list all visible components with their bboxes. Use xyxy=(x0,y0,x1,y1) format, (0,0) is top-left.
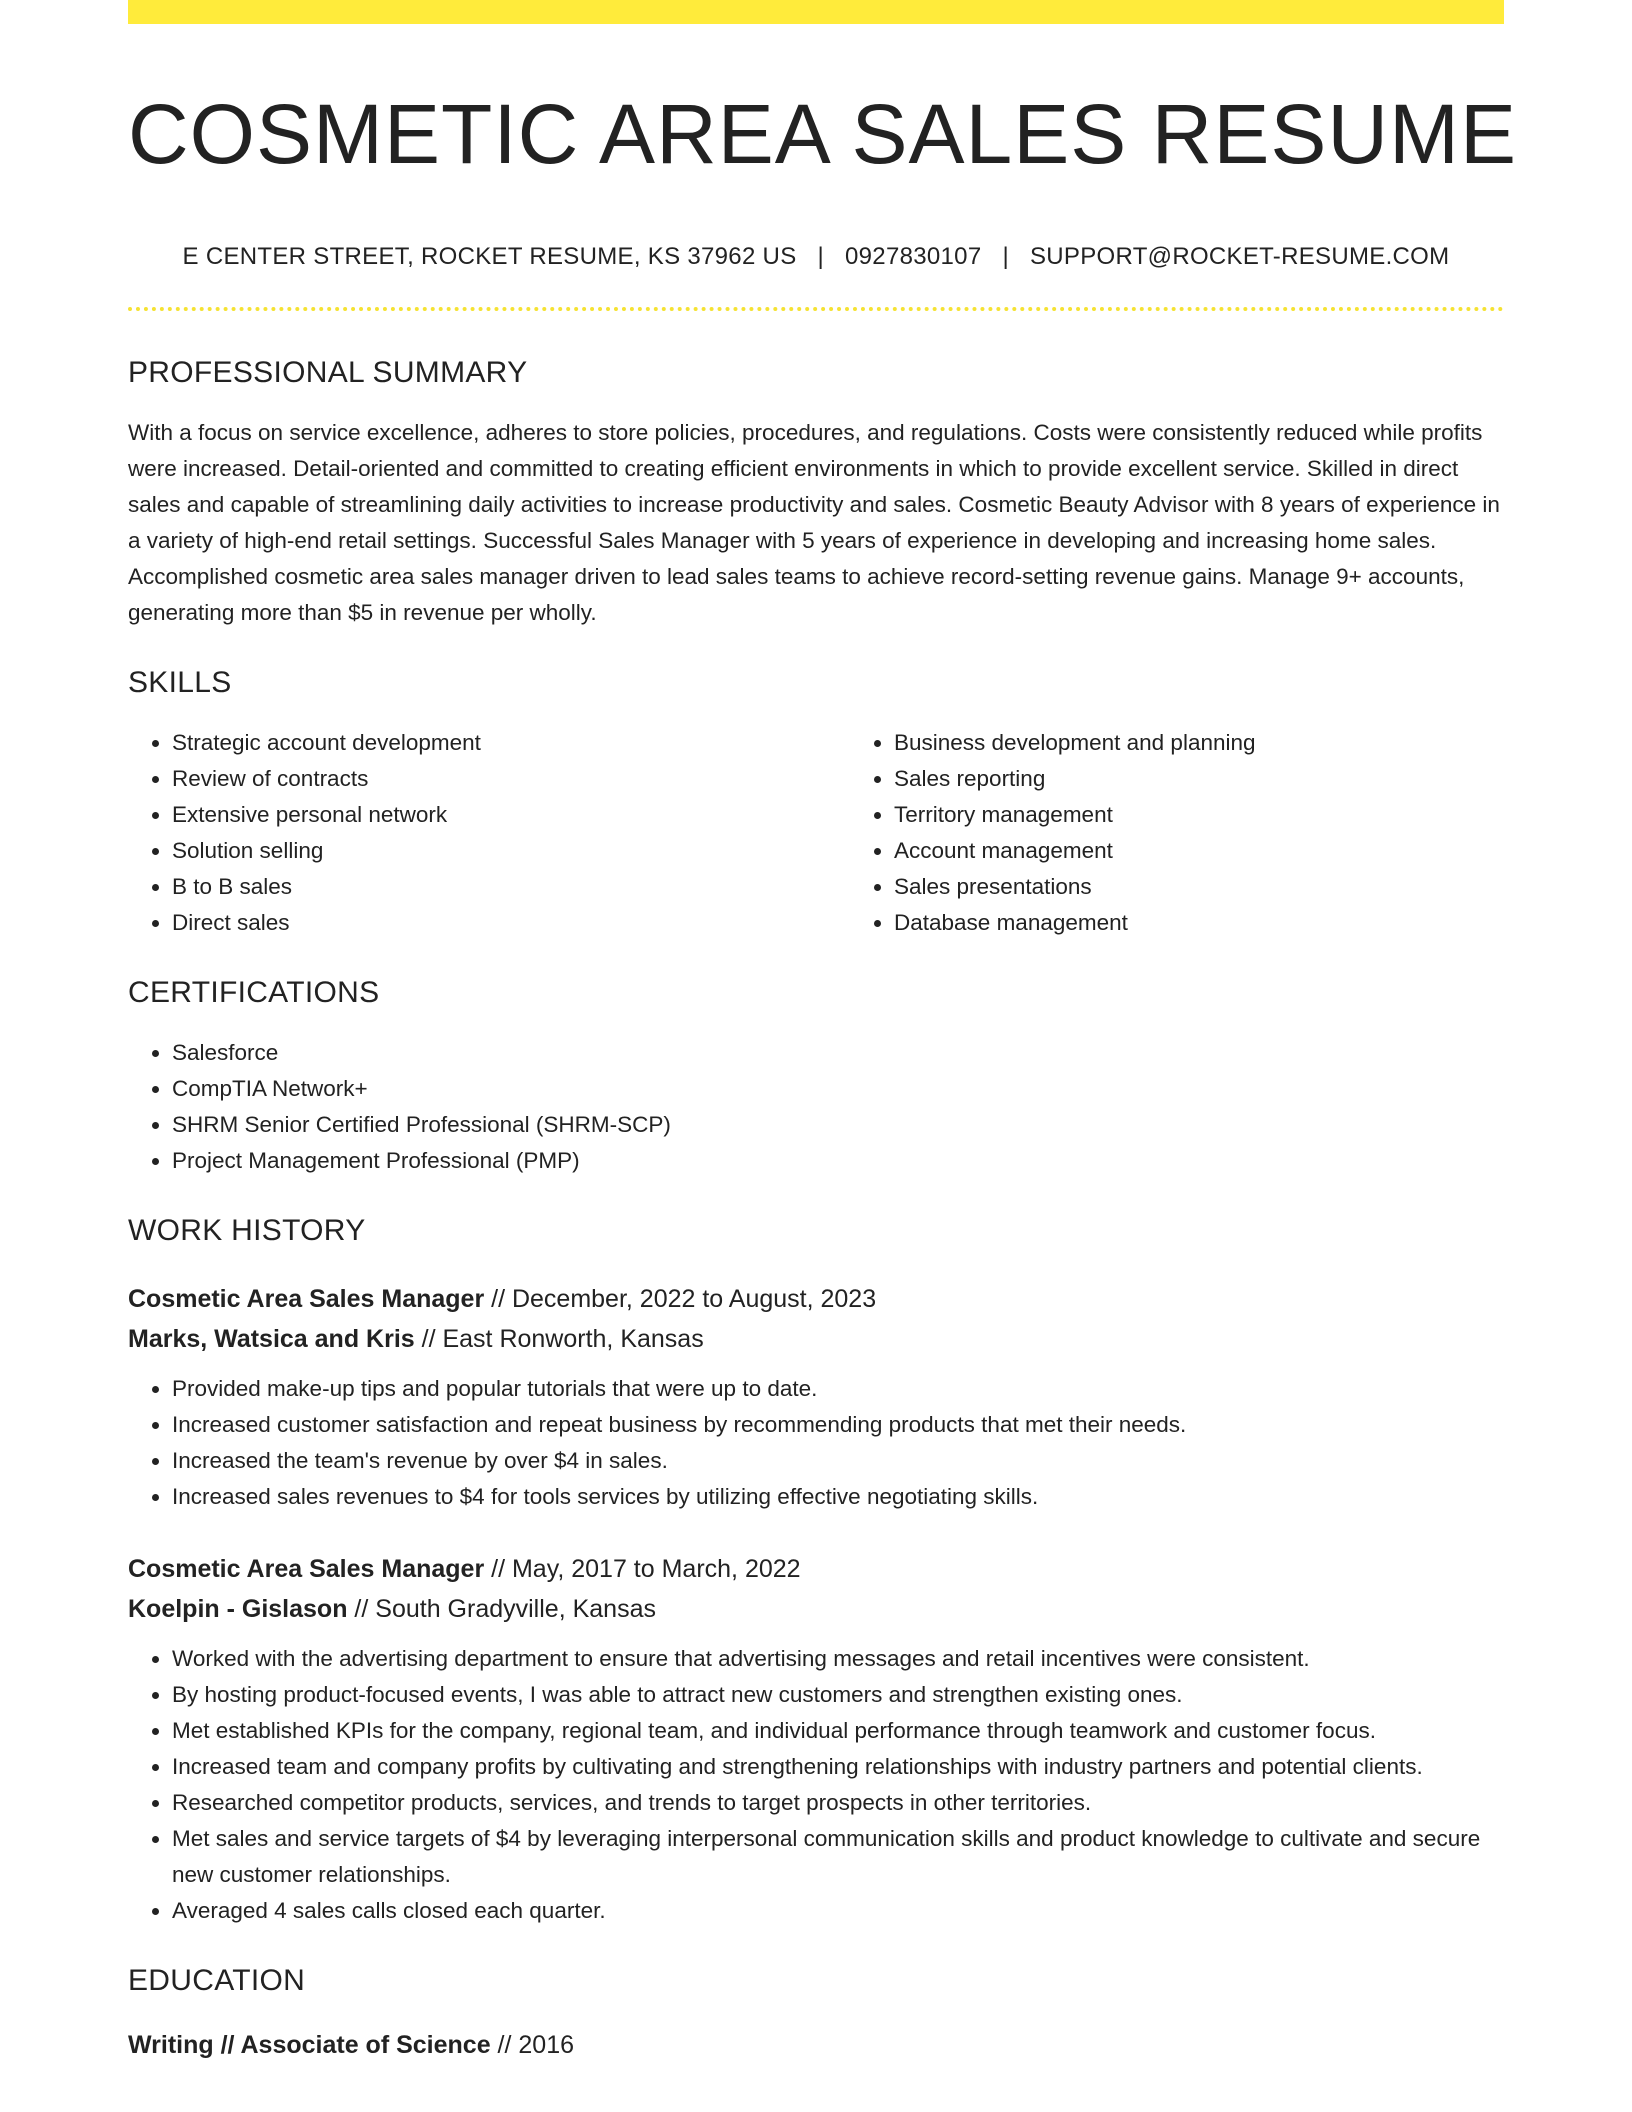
dotted-divider xyxy=(128,307,1504,311)
skill-item: • Solution selling xyxy=(172,833,850,869)
skill-item: • Sales presentations xyxy=(894,869,1572,905)
skill-item: • Review of contracts xyxy=(172,761,850,797)
skill-item: • B to B sales xyxy=(172,869,850,905)
job-title-line xyxy=(128,1279,1504,1319)
job-bullets xyxy=(128,1371,1504,1515)
skill-item: • Strategic account development xyxy=(172,725,850,761)
contact-separator: | xyxy=(817,242,825,270)
professional-summary-section xyxy=(128,355,1504,631)
skill-item: • Territory management xyxy=(894,797,1572,833)
section-heading-work-history: WORK HISTORY xyxy=(128,1213,366,1247)
job-bullet: • Researched competitor products, services, and trends to target prospects in other territories. xyxy=(172,1785,1504,1821)
job-bullet: • Increased customer satisfaction and repeat business by recommending products that met their needs. xyxy=(172,1407,1504,1443)
job-company-line xyxy=(128,1589,1504,1629)
resume-page xyxy=(128,0,1518,2065)
skill-item: • Extensive personal network xyxy=(172,797,850,833)
contact-address: E CENTER STREET, ROCKET RESUME, KS 37962 US xyxy=(182,242,797,270)
job-location: // East Ronworth, Kansas xyxy=(414,1324,704,1353)
education-year: // 2016 xyxy=(490,2030,575,2059)
job-title: Cosmetic Area Sales Manager xyxy=(128,1554,485,1583)
job-bullet: • Met established KPIs for the company, regional team, and individual performance through teamwork and customer focus. xyxy=(172,1713,1504,1749)
section-heading-certifications: CERTIFICATIONS xyxy=(128,975,380,1009)
job-title-line xyxy=(128,1549,1504,1589)
job-bullet: • Worked with the advertising department to ensure that advertising messages and retail incentives were consistent. xyxy=(172,1641,1504,1677)
skill-item: • Account management xyxy=(894,833,1572,869)
work-history-section xyxy=(128,1213,1504,1929)
section-heading-summary: PROFESSIONAL SUMMARY xyxy=(128,355,528,389)
education-degree: Writing // Associate of Science xyxy=(128,2030,491,2059)
job-company: Koelpin - Gislason xyxy=(128,1594,348,1623)
job-entry xyxy=(128,1549,1504,1929)
job-company: Marks, Watsica and Kris xyxy=(128,1324,415,1353)
job-bullet: • Increased sales revenues to $4 for tools services by utilizing effective negotiating skills. xyxy=(172,1479,1504,1515)
skills-grid xyxy=(128,701,1504,941)
skill-item: • Direct sales xyxy=(172,905,850,941)
skill-item: • Sales reporting xyxy=(894,761,1572,797)
skill-item: • Business development and planning xyxy=(894,725,1572,761)
job-company-line xyxy=(128,1319,1504,1359)
contact-phone[interactable]: 0927830107 xyxy=(845,242,982,270)
job-location: // South Gradyville, Kansas xyxy=(347,1594,656,1623)
section-heading-education: EDUCATION xyxy=(128,1963,306,1997)
job-entry xyxy=(128,1279,1504,1515)
education-entry xyxy=(128,2025,1504,2065)
job-bullet: • Averaged 4 sales calls closed each quarter. xyxy=(172,1893,1504,1929)
job-dates: // May, 2017 to March, 2022 xyxy=(484,1554,801,1583)
job-dates: // December, 2022 to August, 2023 xyxy=(484,1284,877,1313)
job-bullet: • By hosting product-focused events, I was able to attract new customers and strengthen existing ones. xyxy=(172,1677,1504,1713)
job-bullet: • Provided make-up tips and popular tutorials that were up to date. xyxy=(172,1371,1504,1407)
job-bullet: • Increased team and company profits by cultivating and strengthening relationships with industry partners and potential clients. xyxy=(172,1749,1504,1785)
contact-email[interactable]: SUPPORT@ROCKET-RESUME.COM xyxy=(1029,242,1450,270)
certification-item: • CompTIA Network+ xyxy=(172,1071,1504,1107)
job-bullets xyxy=(128,1641,1504,1929)
skills-section xyxy=(128,665,1504,941)
certification-item: • Salesforce xyxy=(172,1035,1504,1071)
summary-text: With a focus on service excellence, adheres to store policies, procedures, and regulations. Costs were consistently reduced while profits were increased. Detail-oriented and committed to creating efficient environments in which to provide excellent service. Skilled in direct sales and capable of streamlining daily activities to increase productivity and sales. Cosmetic Beauty Advisor with 8 years of experience in a variety of high-end retail settings. Successful Sales Manager with 5 years of experience in developing and increasing home sales. Accomplished cosmetic area sales manager driven to lead sales teams to achieve record-setting revenue gains. Manage 9+ accounts, generating more than $5 in revenue per wholly. xyxy=(128,419,1500,625)
contact-separator: | xyxy=(1002,242,1009,270)
section-heading-skills: SKILLS xyxy=(128,665,232,699)
skills-list-left xyxy=(128,725,850,941)
job-bullet: • Increased the team's revenue by over $4 in sales. xyxy=(172,1443,1504,1479)
skill-item: • Database management xyxy=(894,905,1572,941)
certifications-list xyxy=(128,1035,1504,1179)
education-section xyxy=(128,1963,1504,2065)
skills-list-right xyxy=(850,725,1572,941)
job-bullet: • Met sales and service targets of $4 by leveraging interpersonal communication skills and product knowledge to cultivate and secure new customer relationships. xyxy=(172,1821,1504,1893)
certification-item: • Project Management Professional (PMP) xyxy=(172,1143,1504,1179)
certification-item: • SHRM Senior Certified Professional (SHRM-SCP) xyxy=(172,1107,1504,1143)
contact-line xyxy=(128,243,1504,271)
job-title: Cosmetic Area Sales Manager xyxy=(128,1284,485,1313)
accent-top-bar xyxy=(128,0,1504,24)
resume-title: COSMETIC AREA SALES RESUME xyxy=(128,87,1518,181)
certifications-section xyxy=(128,975,1504,1179)
